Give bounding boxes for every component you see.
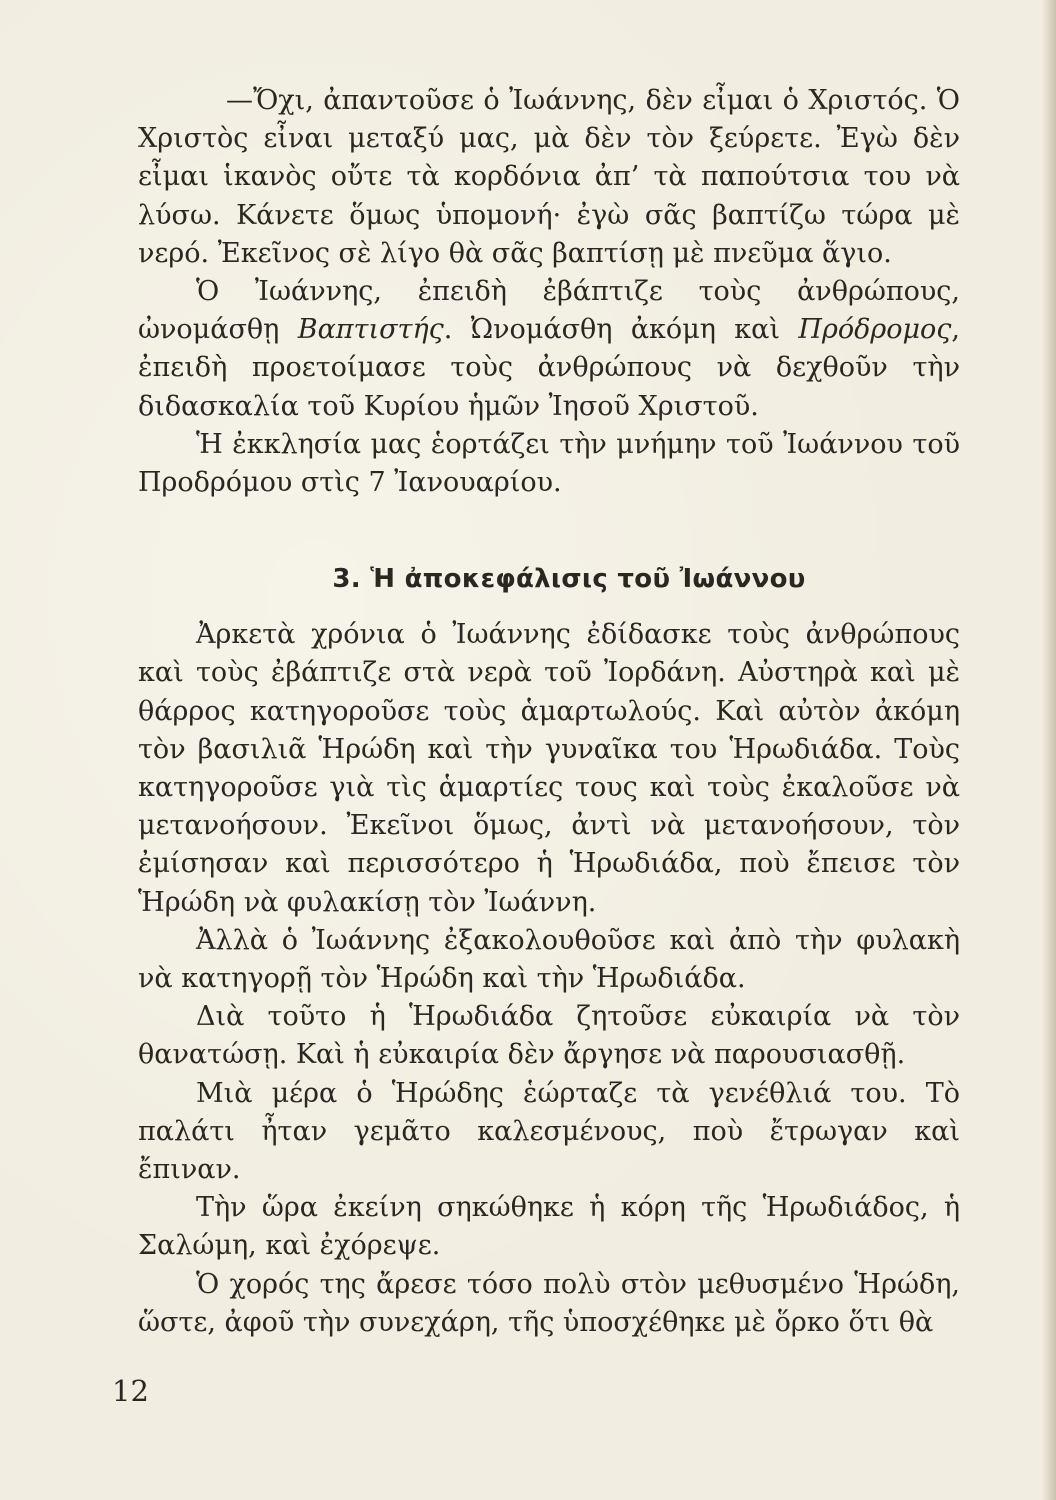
paragraph-prison: Ἀλλὰ ὁ Ἰωάννης ἐξακολουθοῦσε καὶ ἀπὸ τὴν φυλακὴ νὰ κατηγορῇ τὸν Ἡρώδη καὶ τὴν Ἡρωδιάδα. (138, 924, 960, 995)
paragraph-opportunity: Διὰ τοῦτο ἡ Ἡρωδιάδα ζητοῦσε εὐκαιρία νὰ τὸν θανατώσῃ. Καὶ ἡ εὐκαιρία δὲν ἄργησε νὰ παρουσιασθῇ. (138, 1001, 960, 1071)
text-fragment: , ἐπειδὴ προετοίμασε τοὺς ἀνθρώπους νὰ δεχθοῦν τὴν διδασκαλία τοῦ Κυρίου ἡμῶν Ἰησοῦ Χριστοῦ. (138, 314, 960, 422)
paragraph-baptist-name (138, 273, 960, 426)
italic-term-baptist: Βαπτιστής (297, 314, 444, 346)
page-number: 12 (112, 1374, 149, 1408)
text-fragment: Ὁ Ἰωάννης, ἐπειδὴ ἐβάπτιζε τοὺς ἀνθρώπους, ὠνομάσθῃ (138, 276, 960, 346)
paragraph-birthday: Μιὰ μέρα ὁ Ἡρώδης ἑώρταζε τὰ γενέθλιά του. Τὸ παλάτι ἦταν γεμᾶτο καλεσμένους, ποὺ ἔτρωγαν καὶ ἔπιναν. (138, 1077, 960, 1186)
paragraph-john-answer: —Ὄχι, ἀπαντοῦσε ὁ Ἰωάννης, δὲν εἶμαι ὁ Χριστός. Ὁ Χριστὸς εἶναι μεταξύ μας, μὰ δὲν τὸν ξεύρετε. Ἐγὼ δὲν εἶμαι ἱκανὸς οὔτε τὰ κορδόνια ἀπ’ τὰ παπούτσια του νὰ λύσω. Κάνετε ὅμως ὑπομονή· ἐγὼ σᾶς βαπτίζω τώρα μὲ νερό. Ἐκεῖνος σὲ λίγο θὰ σᾶς βαπτίσῃ μὲ πνεῦμα ἅγιο. (138, 85, 960, 269)
page-edge-shadow (1042, 0, 1056, 1500)
paragraph-oath: Ὁ χορός της ἄρεσε τόσο πολὺ στὸν μεθυσμένο Ἡρώδη, ὥστε, ἀφοῦ τὴν συνεχάρη, τῆς ὑποσχέθηκε μὲ ὅρκο ὅτι θὰ (138, 1268, 960, 1338)
section-heading: 3. Ἡ ἀποκεφάλισις τοῦ Ἰωάννου (332, 564, 806, 595)
paragraph-salome-dance: Τὴν ὥρα ἐκείνη σηκώθηκε ἡ κόρη τῆς Ἡρωδιάδος, ἡ Σαλώμη, καὶ ἐχόρεψε. (138, 1192, 960, 1262)
body-text (138, 82, 960, 1342)
italic-term-forerunner: Πρόδρομος (798, 314, 952, 346)
paragraph-john-teaching: Ἀρκετὰ χρόνια ὁ Ἰωάννης ἐδίδασκε τοὺς ἀνθρώπους καὶ τοὺς ἐβάπτιζε στὰ νερὰ τοῦ Ἰορδάνη. Αὐστηρὰ καὶ μὲ θάρρος κατηγοροῦσε τοὺς ἁμαρτωλούς. Καὶ αὐτὸν ἀκόμη τὸν βασιλιᾶ Ἡρώδη καὶ τὴν γυναῖκα του Ἡρωδιάδα. Τοὺς κατηγοροῦσε γιὰ τὶς ἁμαρτίες τους καὶ τοὺς ἐκαλοῦσε νὰ μετανοήσουν. Ἐκεῖνοι ὅμως, ἀντὶ νὰ μετανοήσουν, τὸν ἐμίσησαν καὶ περισσότερο ἡ Ἡρωδιάδα, ποὺ ἔπεισε τὸν Ἡρώδη νὰ φυλακίσῃ τὸν Ἰωάννη. (138, 619, 960, 918)
text-fragment: . Ὠνομάσθη ἀκόμη καὶ (443, 314, 799, 346)
paragraph-feast-day: Ἡ ἐκκλησία μας ἑορτάζει τὴν μνήμην τοῦ Ἰωάννου τοῦ Προδρόμου στὶς 7 Ἰανουαρίου. (138, 428, 960, 499)
